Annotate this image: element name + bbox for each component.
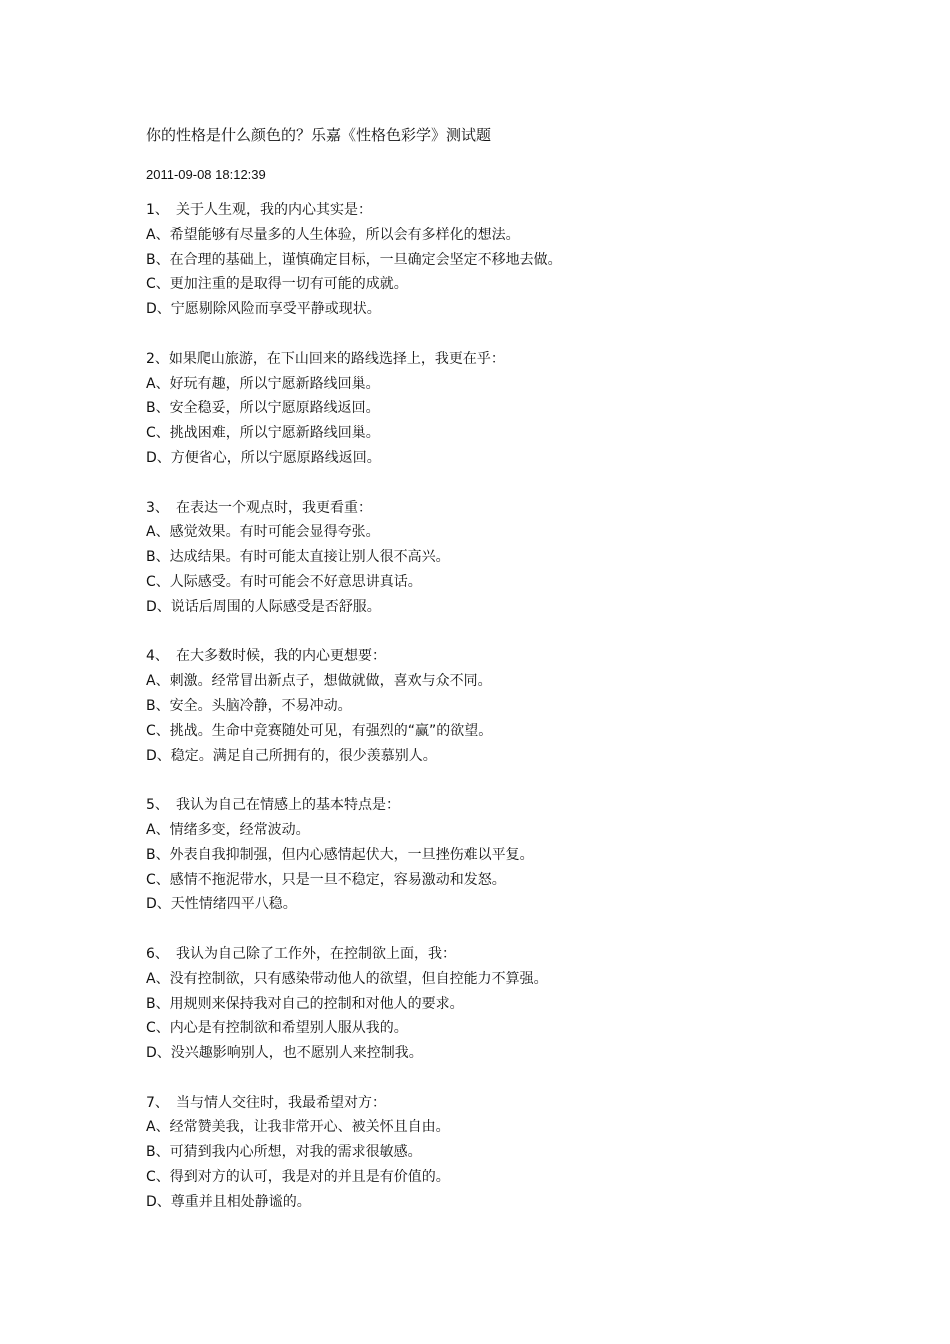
question-heading — [146, 793, 926, 818]
question-heading — [146, 1091, 926, 1116]
answer-option: B、安全。头脑冷静，不易冲动。 — [146, 697, 352, 714]
question-number: 7、 — [146, 1094, 169, 1111]
question-list — [146, 198, 926, 1215]
question-block — [146, 496, 926, 620]
question-heading — [146, 496, 926, 521]
answer-option: A、好玩有趣，所以宁愿新路线回巢。 — [146, 375, 380, 392]
answer-option: C、更加注重的是取得一切有可能的成就。 — [146, 276, 408, 293]
question-number: 6、 — [146, 945, 169, 962]
question-number: 1、 — [146, 202, 169, 218]
question-heading — [146, 347, 926, 372]
question-block — [146, 198, 926, 322]
document-title: 你的性格是什么颜色的？乐嘉《性格色彩学》测试题 — [146, 126, 492, 144]
answer-option: A、没有控制欲，只有感染带动他人的欲望，但自控能力不算强。 — [146, 970, 548, 987]
question-heading — [146, 644, 926, 669]
question-number: 4、 — [146, 648, 169, 665]
answer-option: A、感觉效果。有时可能会显得夸张。 — [146, 524, 380, 541]
question-block — [146, 1091, 926, 1215]
question-text: 我认为自己在情感上的基本特点是： — [176, 797, 400, 814]
question-text: 我认为自己除了工作外，在控制欲上面，我： — [176, 945, 456, 962]
question-heading — [146, 198, 926, 223]
answer-option: D、说话后周围的人际感受是否舒服。 — [146, 598, 381, 615]
answer-option: D、方便省心，所以宁愿原路线返回。 — [146, 449, 381, 466]
answer-option: A、情绪多变，经常波动。 — [146, 821, 310, 838]
question-text: 在大多数时候，我的内心更想要： — [176, 648, 386, 665]
answer-option: B、安全稳妥，所以宁愿原路线返回。 — [146, 400, 380, 417]
question-text: 关于人生观，我的内心其实是： — [176, 202, 372, 218]
answer-option: C、挑战。生命中竞赛随处可见，有强烈的“赢”的欲望。 — [146, 722, 493, 739]
answer-option: D、稳定。满足自己所拥有的，很少羡慕别人。 — [146, 747, 437, 764]
answer-option: B、用规则来保持我对自己的控制和对他人的要求。 — [146, 995, 464, 1012]
answer-option: D、没兴趣影响别人，也不愿别人来控制我。 — [146, 1045, 423, 1062]
question-block — [146, 942, 926, 1066]
question-text: 如果爬山旅游，在下山回来的路线选择上，我更在乎： — [168, 350, 505, 367]
question-text: 在表达一个观点时，我更看重： — [176, 499, 372, 516]
answer-option: C、内心是有控制欲和希望别人服从我的。 — [146, 1020, 408, 1037]
answer-option: B、在合理的基础上，谨慎确定目标，一旦确定会坚定不移地去做。 — [146, 251, 562, 268]
answer-option: D、宁愿剔除风险而享受平静或现状。 — [146, 301, 381, 318]
answer-option: C、人际感受。有时可能会不好意思讲真话。 — [146, 573, 422, 590]
question-block — [146, 793, 926, 917]
question-text: 当与情人交往时，我最希望对方： — [176, 1094, 386, 1111]
answer-option: A、希望能够有尽量多的人生体验，所以会有多样化的想法。 — [146, 226, 520, 243]
document-page — [146, 124, 926, 1239]
question-block — [146, 644, 926, 768]
answer-option: A、刺激。经常冒出新点子，想做就做，喜欢与众不同。 — [146, 673, 492, 690]
question-number: 5、 — [146, 797, 169, 814]
answer-option: B、外表自我抑制强，但内心感情起伏大，一旦挫伤难以平复。 — [146, 846, 534, 863]
post-timestamp: 2011-09-08 18:12:39 — [146, 167, 266, 182]
question-number: 2、 — [146, 350, 169, 367]
answer-option: A、经常赞美我，让我非常开心、被关怀且自由。 — [146, 1119, 450, 1136]
answer-option: C、感情不拖泥带水，只是一旦不稳定，容易激动和发怒。 — [146, 871, 506, 888]
question-block — [146, 347, 926, 471]
question-number: 3、 — [146, 499, 169, 516]
answer-option: C、挑战困难，所以宁愿新路线回巢。 — [146, 425, 380, 442]
answer-option: D、天性情绪四平八稳。 — [146, 896, 297, 913]
answer-option: C、得到对方的认可，我是对的并且是有价值的。 — [146, 1169, 450, 1186]
question-heading — [146, 942, 926, 967]
answer-option: B、可猜到我内心所想，对我的需求很敏感。 — [146, 1144, 422, 1161]
answer-option: B、达成结果。有时可能太直接让别人很不高兴。 — [146, 549, 450, 566]
answer-option: D、尊重并且相处静谧的。 — [146, 1193, 311, 1210]
